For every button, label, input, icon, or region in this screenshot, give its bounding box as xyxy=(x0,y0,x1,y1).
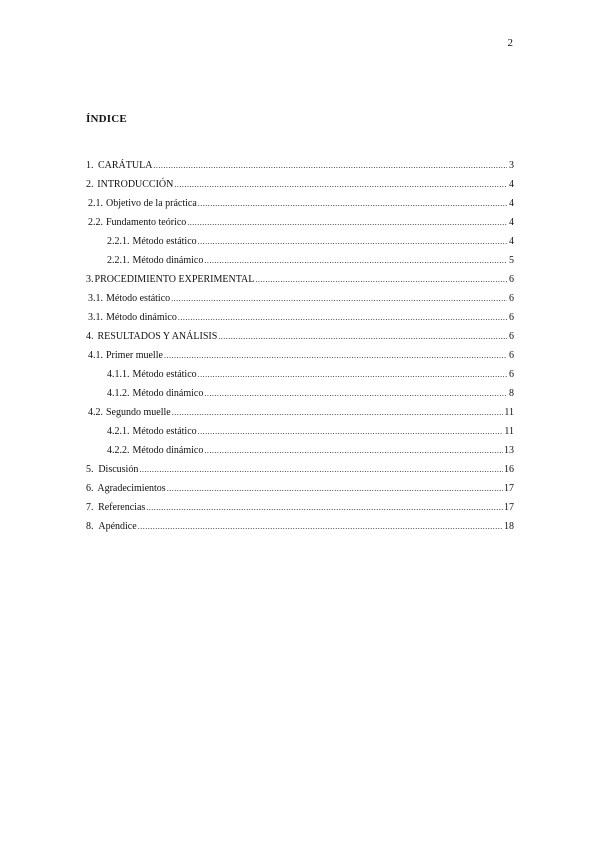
toc-entry[interactable] xyxy=(86,346,514,365)
toc-entry-page: 8 xyxy=(509,388,514,399)
toc-dot-leader xyxy=(198,422,504,441)
toc-entry[interactable] xyxy=(86,365,514,384)
toc-entry-number: 7. xyxy=(86,502,94,513)
toc-entry-title: Método estático xyxy=(132,426,197,437)
toc-entry[interactable] xyxy=(86,308,514,327)
toc-dot-leader xyxy=(167,479,503,498)
toc-dot-leader xyxy=(146,498,503,517)
toc-entry-page: 11 xyxy=(504,407,514,418)
toc-entry-title: Primer muelle xyxy=(106,350,163,361)
toc-entry-number: 2.2.1. xyxy=(107,236,130,247)
toc-entry-number: 4.2.2. xyxy=(107,445,130,456)
toc-entry-title: Método dinámico xyxy=(132,255,204,266)
toc-entry-number: 2.2. xyxy=(88,217,103,228)
toc-entry-title: INTRODUCCIÓN xyxy=(97,179,174,190)
toc-dot-leader xyxy=(204,384,507,403)
toc-entry[interactable] xyxy=(86,327,514,346)
toc-entry-page: 6 xyxy=(509,331,514,342)
toc-entry-title: Método dinámico xyxy=(132,445,204,456)
toc-entry-number: 1. xyxy=(86,160,94,171)
toc-entry-page: 5 xyxy=(509,255,514,266)
toc-entry-number: 4.2.1. xyxy=(107,426,130,437)
toc-entry-number: 2. xyxy=(86,179,94,190)
toc-entry[interactable] xyxy=(86,156,514,175)
toc-entry[interactable] xyxy=(86,479,514,498)
toc-entry-number: 4. xyxy=(86,331,94,342)
toc-entry-page: 6 xyxy=(509,350,514,361)
toc-dot-leader xyxy=(218,327,507,346)
toc-entry-page: 11 xyxy=(504,426,514,437)
toc-entry[interactable] xyxy=(86,498,514,517)
toc-entry-page: 4 xyxy=(509,217,514,228)
toc-dot-leader xyxy=(178,308,507,327)
toc-entry-page: 6 xyxy=(509,293,514,304)
toc-entry-number: 4.1. xyxy=(88,350,103,361)
toc-entry-page: 18 xyxy=(504,521,514,532)
toc-entry-title: Segundo muelle xyxy=(106,407,171,418)
toc-entry[interactable] xyxy=(86,422,514,441)
toc-entry-number: 4.2. xyxy=(88,407,103,418)
toc-entry-title: Método estático xyxy=(106,293,171,304)
toc-entry-title: PROCEDIMIENTO EXPERIMENTAL xyxy=(94,274,255,285)
table-of-contents xyxy=(86,156,514,536)
toc-entry-number: 8. xyxy=(86,521,94,532)
toc-entry[interactable] xyxy=(86,213,514,232)
toc-entry-page: 6 xyxy=(509,274,514,285)
toc-entry-page: 17 xyxy=(504,502,514,513)
toc-entry-title: Método estático xyxy=(132,369,197,380)
toc-entry-title: Fundamento teórico xyxy=(106,217,187,228)
toc-entry-title: Método estático xyxy=(132,236,197,247)
toc-entry-number: 3.1. xyxy=(88,312,103,323)
toc-entry-page: 17 xyxy=(504,483,514,494)
toc-entry[interactable] xyxy=(86,517,514,536)
toc-entry-number: 2.1. xyxy=(88,198,103,209)
toc-entry-number: 5. xyxy=(86,464,94,475)
toc-entry-title: CARÁTULA xyxy=(97,160,153,171)
toc-dot-leader xyxy=(172,403,504,422)
toc-dot-leader xyxy=(204,441,503,460)
toc-entry-page: 16 xyxy=(504,464,514,475)
toc-entry-title: Discusión xyxy=(98,464,139,475)
toc-entry-number: 6. xyxy=(86,483,94,494)
toc-entry-page: 13 xyxy=(504,445,514,456)
toc-dot-leader xyxy=(204,251,507,270)
toc-entry-title: Referencias xyxy=(98,502,146,513)
toc-dot-leader xyxy=(138,517,503,536)
toc-entry-number: 2.2.1. xyxy=(107,255,130,266)
toc-dot-leader xyxy=(153,156,507,175)
toc-entry-title: Objetivo de la práctica xyxy=(106,198,197,209)
toc-entry-title: Método dinámico xyxy=(106,312,177,323)
toc-entry-title: RESULTADOS Y ANÁLISIS xyxy=(97,331,218,342)
toc-entry-number: 4.1.2. xyxy=(107,388,130,399)
toc-entry[interactable] xyxy=(86,403,514,422)
toc-entry[interactable] xyxy=(86,251,514,270)
toc-entry[interactable] xyxy=(86,232,514,251)
toc-dot-leader xyxy=(174,175,507,194)
toc-entry[interactable] xyxy=(86,194,514,213)
toc-dot-leader xyxy=(139,460,503,479)
toc-entry-number: 3. xyxy=(86,274,94,285)
toc-dot-leader xyxy=(164,346,507,365)
toc-entry-page: 6 xyxy=(509,369,514,380)
toc-entry-page: 3 xyxy=(509,160,514,171)
page-number: 2 xyxy=(507,37,513,49)
toc-dot-leader xyxy=(255,270,507,289)
toc-entry[interactable] xyxy=(86,270,514,289)
toc-dot-leader xyxy=(198,365,507,384)
toc-entry[interactable] xyxy=(86,384,514,403)
toc-entry-title: Método dinámico xyxy=(132,388,204,399)
toc-entry[interactable] xyxy=(86,175,514,194)
toc-entry-page: 4 xyxy=(509,236,514,247)
toc-entry[interactable] xyxy=(86,441,514,460)
toc-entry[interactable] xyxy=(86,289,514,308)
toc-dot-leader xyxy=(198,194,507,213)
toc-entry-page: 4 xyxy=(509,198,514,209)
toc-entry-title: Agradecimientos xyxy=(97,483,166,494)
toc-dot-leader xyxy=(171,289,507,308)
toc-dot-leader xyxy=(187,213,507,232)
toc-title: ÍNDICE xyxy=(86,113,127,125)
toc-entry-title: Apéndice xyxy=(98,521,137,532)
toc-entry-number: 4.1.1. xyxy=(107,369,130,380)
toc-entry[interactable] xyxy=(86,460,514,479)
toc-entry-page: 6 xyxy=(509,312,514,323)
toc-entry-page: 4 xyxy=(509,179,514,190)
toc-entry-number: 3.1. xyxy=(88,293,103,304)
toc-dot-leader xyxy=(198,232,507,251)
